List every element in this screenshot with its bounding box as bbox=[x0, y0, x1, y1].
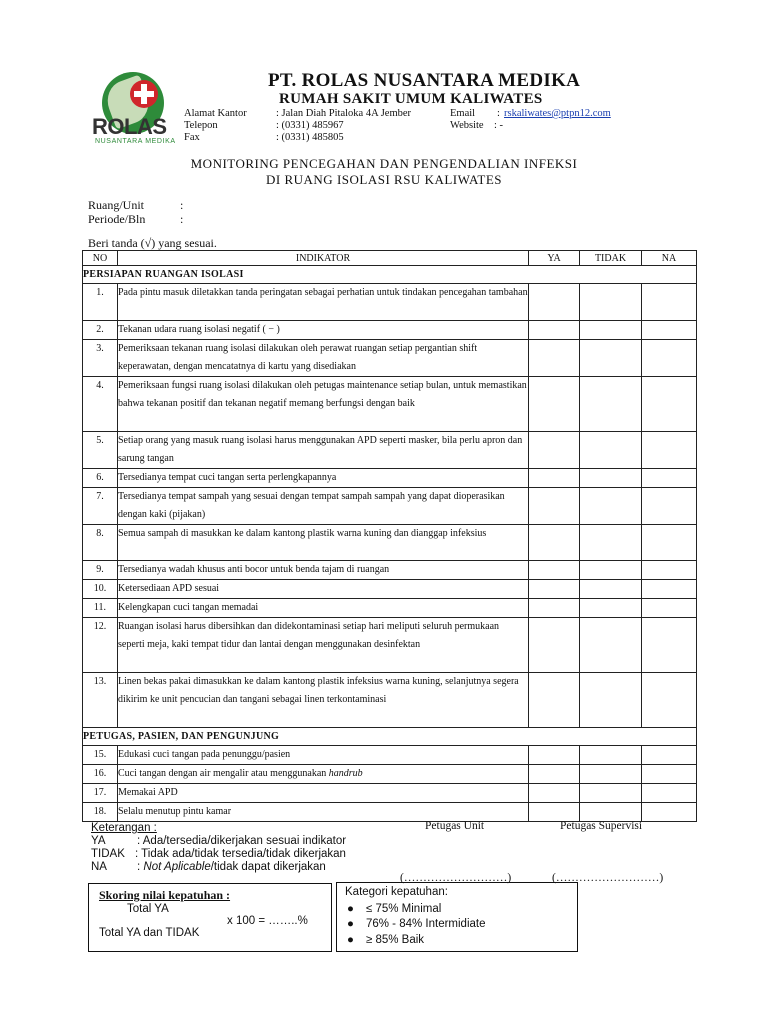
checkbox-tidak[interactable] bbox=[580, 377, 642, 432]
signature-label-unit: Petugas Unit bbox=[425, 820, 485, 832]
row-number: 2. bbox=[83, 321, 118, 340]
website-label: Website bbox=[450, 120, 484, 131]
checkbox-tidak[interactable] bbox=[580, 488, 642, 525]
table-row bbox=[83, 765, 697, 784]
bullet-icon: ● bbox=[347, 903, 354, 915]
checkbox-tidak[interactable] bbox=[580, 561, 642, 580]
table-row bbox=[83, 599, 697, 618]
period-sep: : bbox=[180, 212, 184, 226]
row-number: 12. bbox=[83, 618, 118, 673]
table-row bbox=[83, 803, 697, 822]
section-row bbox=[83, 266, 697, 284]
row-number: 10. bbox=[83, 580, 118, 599]
col-header-ya: YA bbox=[529, 251, 580, 266]
scoring-numerator: Total YA bbox=[127, 903, 169, 915]
checkbox-tidak[interactable] bbox=[580, 284, 642, 321]
checkbox-ya[interactable] bbox=[529, 525, 580, 561]
checkbox-na[interactable] bbox=[642, 580, 697, 599]
checkbox-tidak[interactable] bbox=[580, 525, 642, 561]
col-header-indikator: INDIKATOR bbox=[118, 251, 529, 266]
fax-value: : (0331) 485805 bbox=[276, 132, 344, 143]
legend-key-tidak: TIDAK bbox=[91, 848, 125, 860]
indicator-text: Selalu menutup pintu kamar bbox=[118, 803, 529, 822]
scoring-box bbox=[88, 883, 332, 952]
checkbox-tidak[interactable] bbox=[580, 803, 642, 822]
checkbox-tidak[interactable] bbox=[580, 580, 642, 599]
address-value: : Jalan Diah Pitaloka 4A Jember bbox=[276, 108, 412, 119]
signature-line-supervisor[interactable]: (………………………) bbox=[552, 872, 664, 884]
checkbox-ya[interactable] bbox=[529, 765, 580, 784]
checkbox-ya[interactable] bbox=[529, 488, 580, 525]
row-number: 13. bbox=[83, 673, 118, 728]
company-name: PT. ROLAS NUSANTARA MEDIKA bbox=[268, 70, 581, 91]
table-header-row bbox=[83, 251, 697, 266]
legend-title: Keterangan : bbox=[91, 822, 157, 834]
row-number: 15. bbox=[83, 746, 118, 765]
form-title-line2: DI RUANG ISOLASI RSU KALIWATES bbox=[266, 172, 502, 187]
scoring-title: Skoring nilai kepatuhan : bbox=[99, 888, 231, 902]
checkbox-na[interactable] bbox=[642, 673, 697, 728]
instruction-text: Beri tanda (√) yang sesuai. bbox=[88, 236, 217, 250]
email-label: Email bbox=[450, 108, 476, 119]
phone-label: Telepon bbox=[184, 120, 218, 131]
legend-key-na: NA bbox=[91, 861, 107, 873]
category-item-label: ≤ 75% Minimal bbox=[365, 903, 442, 915]
website-value: : - bbox=[494, 120, 504, 131]
category-item bbox=[347, 934, 424, 946]
indicator-text: Semua sampah di masukkan ke dalam kantong plastik warna kuning dan dianggap infeksius bbox=[118, 525, 529, 561]
category-title: Kategori kepatuhan: bbox=[345, 886, 448, 898]
checkbox-ya[interactable] bbox=[529, 321, 580, 340]
indicator-text: Pada pintu masuk diletakkan tanda peringatan sebagai perhatian untuk tindakan pencegahan tambahan bbox=[118, 284, 529, 321]
checkbox-ya[interactable] bbox=[529, 746, 580, 765]
rolas-logo bbox=[92, 72, 178, 152]
legend-desc-na bbox=[137, 861, 326, 873]
indicator-text bbox=[118, 765, 529, 784]
indicator-text: Setiap orang yang masuk ruang isolasi harus menggunakan APD seperti masker, bila perlu apron dan sarung tangan bbox=[118, 432, 529, 469]
row-number: 4. bbox=[83, 377, 118, 432]
indicator-text: Memakai APD bbox=[118, 784, 529, 803]
checkbox-na[interactable] bbox=[642, 618, 697, 673]
checkbox-tidak[interactable] bbox=[580, 784, 642, 803]
checkbox-ya[interactable] bbox=[529, 599, 580, 618]
checkbox-na[interactable] bbox=[642, 284, 697, 321]
table-row bbox=[83, 321, 697, 340]
compliance-category-box bbox=[336, 882, 578, 952]
checklist-table bbox=[82, 250, 697, 822]
form-title-line1: MONITORING PENCEGAHAN DAN PENGENDALIAN INFEKSI bbox=[190, 156, 578, 171]
checkbox-na[interactable] bbox=[642, 488, 697, 525]
checkbox-tidak[interactable] bbox=[580, 321, 642, 340]
row-number: 18. bbox=[83, 803, 118, 822]
section-row bbox=[83, 728, 697, 746]
category-item bbox=[347, 903, 441, 915]
cross-icon-horizontal bbox=[134, 91, 154, 97]
logo-wordmark: ROLAS bbox=[92, 114, 167, 139]
checkbox-tidak[interactable] bbox=[580, 469, 642, 488]
checkbox-tidak[interactable] bbox=[580, 618, 642, 673]
checkbox-tidak[interactable] bbox=[580, 432, 642, 469]
col-header-no: NO bbox=[83, 251, 118, 266]
unit-sep: : bbox=[180, 198, 184, 212]
checkbox-tidak[interactable] bbox=[580, 765, 642, 784]
indicator-text: Edukasi cuci tangan pada penunggu/pasien bbox=[118, 746, 529, 765]
row-number: 3. bbox=[83, 340, 118, 377]
legend-na-sep: : bbox=[137, 861, 144, 873]
table-row bbox=[83, 469, 697, 488]
checkbox-tidak[interactable] bbox=[580, 746, 642, 765]
indicator-text: Tersedianya tempat sampah yang sesuai dengan tempat sampah sampah yang dapat dioperasikan dengan kaki (pijakan) bbox=[118, 488, 529, 525]
col-header-na: NA bbox=[642, 251, 697, 266]
scoring-denominator: Total YA dan TIDAK bbox=[99, 927, 200, 939]
checkbox-na[interactable] bbox=[642, 746, 697, 765]
table-row bbox=[83, 525, 697, 561]
checkbox-na[interactable] bbox=[642, 469, 697, 488]
category-item-label: 76% - 84% Intermidiate bbox=[365, 918, 486, 930]
hospital-name: RUMAH SAKIT UMUM KALIWATES bbox=[279, 91, 543, 107]
row-number: 8. bbox=[83, 525, 118, 561]
checkbox-ya[interactable] bbox=[529, 432, 580, 469]
checkbox-na[interactable] bbox=[642, 599, 697, 618]
checkbox-na[interactable] bbox=[642, 803, 697, 822]
email-link[interactable]: rskaliwates@ptpn12.com bbox=[504, 108, 611, 119]
row-number: 16. bbox=[83, 765, 118, 784]
address-label: Alamat Kantor bbox=[184, 108, 247, 119]
period-label: Periode/Bln bbox=[88, 212, 146, 226]
row-number: 11. bbox=[83, 599, 118, 618]
table-row bbox=[83, 488, 697, 525]
row-number: 7. bbox=[83, 488, 118, 525]
checkbox-na[interactable] bbox=[642, 765, 697, 784]
category-item bbox=[347, 918, 486, 930]
indicator-text: Ruangan isolasi harus dibersihkan dan didekontaminasi setiap hari meliputi seluruh permukaan seperti meja, kaki tempat tidur dan lantai dengan menggunakan desinfektan bbox=[118, 618, 529, 673]
table-row bbox=[83, 284, 697, 321]
legend-desc-ya: : Ada/tersedia/dikerjakan sesuai indikator bbox=[137, 835, 347, 847]
checkbox-ya[interactable] bbox=[529, 284, 580, 321]
checkbox-ya[interactable] bbox=[529, 803, 580, 822]
checkbox-na[interactable] bbox=[642, 321, 697, 340]
table-row bbox=[83, 432, 697, 469]
row-number: 1. bbox=[83, 284, 118, 321]
indicator-text: Kelengkapan cuci tangan memadai bbox=[118, 599, 529, 618]
checkbox-ya[interactable] bbox=[529, 784, 580, 803]
indicator-text-main: Cuci tangan dengan air mengalir atau menggunakan bbox=[118, 768, 329, 779]
category-item-label: ≥ 85% Baik bbox=[365, 934, 425, 946]
row-number: 6. bbox=[83, 469, 118, 488]
indicator-text: Ketersediaan APD sesuai bbox=[118, 580, 529, 599]
table-row bbox=[83, 561, 697, 580]
indicator-text: Tekanan udara ruang isolasi negatif ( − ) bbox=[118, 321, 529, 340]
checkbox-ya[interactable] bbox=[529, 618, 580, 673]
row-number: 5. bbox=[83, 432, 118, 469]
table-row bbox=[83, 784, 697, 803]
section-title-staff-patients-visitors: PETUGAS, PASIEN, DAN PENGUNJUNG bbox=[83, 728, 697, 746]
email-sep: : bbox=[497, 108, 500, 119]
checkbox-na[interactable] bbox=[642, 340, 697, 377]
unit-label: Ruang/Unit bbox=[88, 198, 144, 212]
checkbox-na[interactable] bbox=[642, 432, 697, 469]
table-row bbox=[83, 340, 697, 377]
legend-key-ya: YA bbox=[91, 835, 106, 847]
indicator-text: Tersedianya tempat cuci tangan serta perlengkapannya bbox=[118, 469, 529, 488]
checkbox-na[interactable] bbox=[642, 561, 697, 580]
bullet-icon: ● bbox=[347, 918, 354, 930]
legend-na-emphasis: Not Aplicable bbox=[143, 861, 211, 873]
indicator-text: Linen bekas pakai dimasukkan ke dalam kantong plastik infeksius warna kuning, selanjutnya segera dikirim ke unit pencucian dan tangani sebagai linen terkontaminasi bbox=[118, 673, 529, 728]
signature-line-unit[interactable]: (………………………) bbox=[400, 872, 512, 884]
table-row bbox=[83, 673, 697, 728]
phone-value: : (0331) 485967 bbox=[276, 120, 344, 131]
checkbox-ya[interactable] bbox=[529, 673, 580, 728]
logo-subtitle: NUSANTARA MEDIKA bbox=[95, 138, 176, 145]
checkbox-ya[interactable] bbox=[529, 469, 580, 488]
legend-desc-tidak: : Tidak ada/tidak tersedia/tidak dikerjakan bbox=[135, 848, 346, 860]
indicator-text: Pemeriksaan tekanan ruang isolasi dilakukan oleh perawat ruangan setiap pergantian shift keperawatan, dengan mencatatnya di kartu yang disediakan bbox=[118, 340, 529, 377]
indicator-text: Pemeriksaan fungsi ruang isolasi dilakukan oleh petugas maintenance setiap bulan, untuk memastikan bahwa tekanan positif dan tekanan negatif memang berfungsi dengan baik bbox=[118, 377, 529, 432]
checkbox-tidak[interactable] bbox=[580, 340, 642, 377]
bullet-icon: ● bbox=[347, 934, 354, 946]
checkbox-tidak[interactable] bbox=[580, 599, 642, 618]
col-header-tidak: TIDAK bbox=[580, 251, 642, 266]
row-number: 17. bbox=[83, 784, 118, 803]
checkbox-ya[interactable] bbox=[529, 580, 580, 599]
checkbox-na[interactable] bbox=[642, 525, 697, 561]
row-number: 9. bbox=[83, 561, 118, 580]
table-row bbox=[83, 377, 697, 432]
table-row bbox=[83, 580, 697, 599]
checkbox-tidak[interactable] bbox=[580, 673, 642, 728]
table-row bbox=[83, 618, 697, 673]
scoring-multiplier: x 100 = ……..% bbox=[227, 915, 308, 927]
section-title-isolation-prep: PERSIAPAN RUANGAN ISOLASI bbox=[83, 266, 697, 284]
checkbox-ya[interactable] bbox=[529, 377, 580, 432]
signature-label-supervisor: Petugas Supervisi bbox=[560, 820, 643, 832]
checkbox-na[interactable] bbox=[642, 377, 697, 432]
checkbox-ya[interactable] bbox=[529, 561, 580, 580]
checkbox-na[interactable] bbox=[642, 784, 697, 803]
indicator-text-emphasis: handrub bbox=[328, 768, 363, 779]
indicator-text: Tersedianya wadah khusus anti bocor untuk benda tajam di ruangan bbox=[118, 561, 529, 580]
legend-na-rest: /tidak dapat dikerjakan bbox=[210, 861, 326, 873]
fax-label: Fax bbox=[184, 132, 200, 143]
table-row bbox=[83, 746, 697, 765]
checkbox-ya[interactable] bbox=[529, 340, 580, 377]
